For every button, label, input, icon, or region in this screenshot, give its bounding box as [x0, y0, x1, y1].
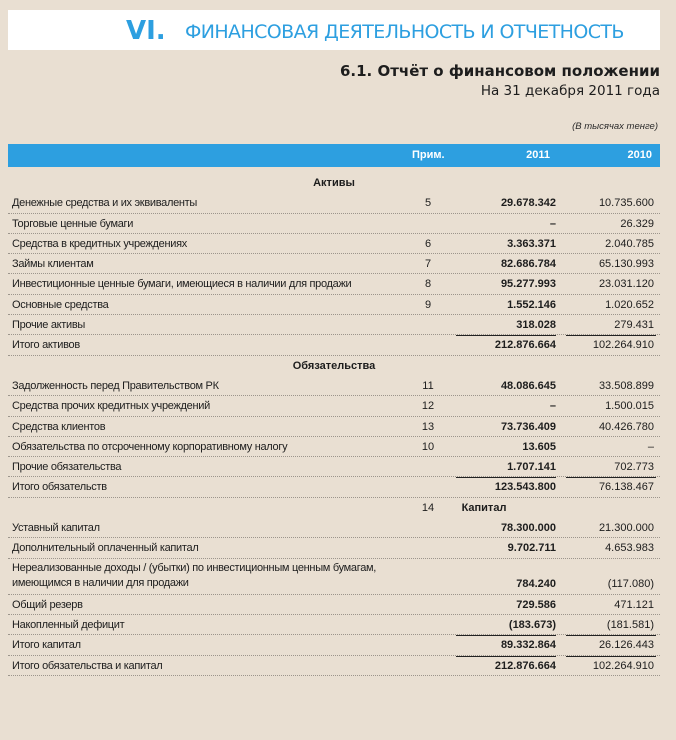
section-heading-row — [8, 498, 660, 518]
capital-rows — [8, 518, 660, 635]
row-label: Денежные средства и их эквиваленты — [12, 197, 198, 210]
row-label: Итого обязательства и капитал — [12, 659, 163, 672]
section-heading-row — [8, 173, 660, 193]
value-2011: 212.876.664 — [494, 339, 556, 352]
table-row — [8, 274, 660, 294]
header-2011: 2011 — [526, 149, 550, 161]
balance-table — [8, 173, 660, 676]
row-note: 8 — [424, 278, 432, 291]
section-title: ФИНАНСОВАЯ ДЕЯТЕЛЬНОСТЬ И ОТЧЕТНОСТЬ — [185, 21, 624, 43]
row-label: Займы клиентам — [12, 258, 94, 271]
value-2010: 1.500.015 — [605, 400, 654, 413]
row-label: Общий резерв — [12, 598, 83, 611]
value-2010: 33.508.899 — [598, 379, 654, 392]
table-row-total — [8, 477, 660, 497]
value-2011: – — [549, 217, 556, 230]
table-row — [8, 193, 660, 213]
report-title: 6.1. Отчёт о финансовом положении — [339, 62, 660, 80]
value-2011: 3.363.371 — [507, 237, 556, 250]
row-label: Задолженность перед Правительством РК — [12, 379, 219, 392]
row-note: 13 — [421, 420, 435, 433]
table-row — [8, 234, 660, 254]
row-label: Итого обязательств — [12, 481, 107, 494]
value-2011: 318.028 — [516, 319, 556, 332]
table-row — [8, 518, 660, 538]
value-2011: 729.586 — [516, 598, 556, 611]
table-row — [8, 595, 660, 615]
value-2010: 40.426.780 — [598, 420, 654, 433]
row-note: 10 — [421, 440, 435, 453]
table-row — [8, 376, 660, 396]
table-row — [8, 295, 660, 315]
value-2011: 123.543.800 — [494, 481, 556, 494]
value-2011: 95.277.993 — [500, 278, 556, 291]
table-row-total — [8, 335, 660, 355]
value-2010: 76.138.467 — [598, 481, 654, 494]
row-label: Средства клиентов — [12, 420, 106, 433]
value-2010: 471.121 — [614, 598, 654, 611]
assets-heading: Активы — [313, 177, 355, 189]
row-label: Основные средства — [12, 298, 109, 311]
assets-rows — [8, 193, 660, 335]
value-2010: 21.300.000 — [598, 522, 654, 535]
table-row — [8, 254, 660, 274]
table-row — [8, 538, 660, 558]
value-2011: 1.552.146 — [507, 298, 556, 311]
value-2011: – — [549, 400, 556, 413]
value-2011: 78.300.000 — [500, 522, 556, 535]
row-label: Накопленный дефицит — [12, 618, 125, 631]
value-2011: 13.605 — [522, 440, 556, 453]
value-2011: 89.332.864 — [500, 639, 556, 652]
table-row-grand-total — [8, 656, 660, 676]
row-label: Торговые ценные бумаги — [12, 217, 134, 230]
section-banner — [8, 10, 660, 50]
row-label: Инвестиционные ценные бумаги, имеющиеся в наличии для продажи — [12, 278, 352, 291]
value-2010: 279.431 — [614, 319, 654, 332]
section-number: VI. — [126, 16, 166, 46]
row-note: 5 — [424, 197, 432, 210]
table-header — [8, 144, 660, 167]
row-label: Уставный капитал — [12, 522, 100, 535]
table-row — [8, 437, 660, 457]
value-2011: 73.736.409 — [500, 420, 556, 433]
liabilities-rows — [8, 376, 660, 477]
row-label: Средства прочих кредитных учреждений — [12, 400, 210, 413]
value-2010: 2.040.785 — [605, 237, 654, 250]
section-heading-row — [8, 356, 660, 376]
capital-note: 14 — [421, 501, 435, 514]
value-2010: 23.031.120 — [598, 278, 654, 291]
table-row — [8, 457, 660, 477]
value-2011: 1.707.141 — [507, 461, 556, 474]
row-note: 9 — [424, 298, 432, 311]
table-row — [8, 559, 660, 595]
value-2010: (181.581) — [606, 618, 654, 631]
value-2011: 48.086.645 — [500, 379, 556, 392]
value-2011: 9.702.711 — [507, 542, 556, 555]
table-row — [8, 214, 660, 234]
capital-heading: Капитал — [461, 501, 507, 514]
row-note: 12 — [421, 400, 435, 413]
value-2010: 26.126.443 — [598, 639, 654, 652]
row-label: Прочие обязательства — [12, 461, 122, 474]
value-2011: (183.673) — [508, 618, 556, 631]
header-2010: 2010 — [627, 149, 652, 161]
value-2010: – — [647, 440, 654, 453]
units-note: (В тысячах тенге) — [572, 121, 658, 132]
value-2010: 702.773 — [614, 461, 654, 474]
row-note: 6 — [424, 237, 432, 250]
row-note: 11 — [422, 379, 434, 392]
value-2010: 102.264.910 — [592, 339, 654, 352]
row-label: Обязательства по отсроченному корпоративному налогу — [12, 440, 288, 453]
value-2010: 1.020.652 — [605, 298, 654, 311]
value-2011: 82.686.784 — [500, 258, 556, 271]
row-label: Итого активов — [12, 339, 80, 352]
table-row — [8, 615, 660, 635]
value-2011: 29.678.342 — [500, 197, 556, 210]
value-2011: 784.240 — [516, 577, 556, 590]
row-label: Нереализованные доходы / (убытки) по инвестиционным ценным бумагам, имеющимся в наличии для продажи — [12, 561, 377, 589]
value-2011: 212.876.664 — [494, 659, 556, 672]
value-2010: 10.735.600 — [598, 197, 654, 210]
row-label: Дополнительный оплаченный капитал — [12, 542, 199, 555]
liabilities-heading: Обязательства — [292, 359, 376, 372]
value-2010: 102.264.910 — [592, 659, 654, 672]
value-2010: (117.080) — [607, 577, 654, 590]
table-row — [8, 417, 660, 437]
report-date: На 31 декабря 2011 года — [480, 83, 660, 99]
value-2010: 65.130.993 — [598, 258, 654, 271]
row-note: 7 — [424, 258, 432, 271]
row-label: Средства в кредитных учреждениях — [12, 237, 187, 250]
value-2010: 4.653.983 — [605, 542, 654, 555]
table-row — [8, 315, 660, 335]
table-row — [8, 396, 660, 416]
table-row-total — [8, 635, 660, 655]
row-label: Прочие активы — [12, 319, 86, 332]
header-note: Прим. — [412, 149, 445, 161]
value-2010: 26.329 — [620, 217, 654, 230]
row-label: Итого капитал — [12, 639, 81, 652]
